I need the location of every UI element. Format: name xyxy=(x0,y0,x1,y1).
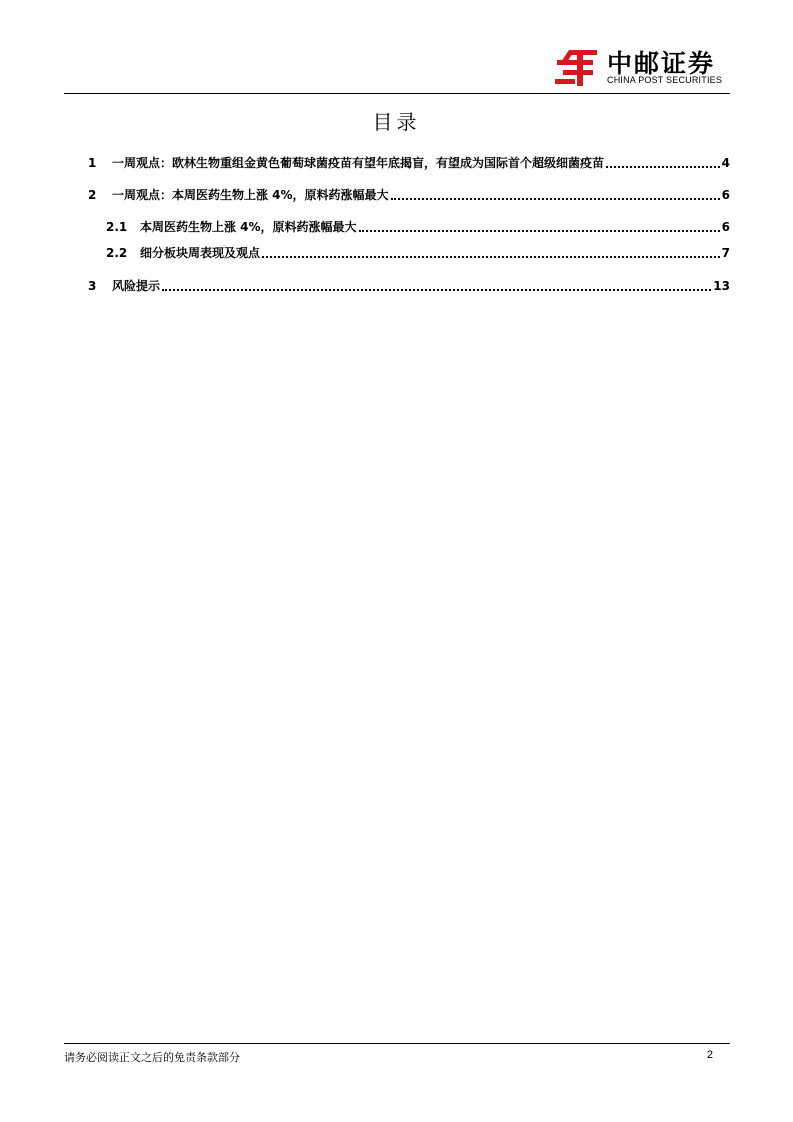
toc-entry-number: 2.2 xyxy=(106,246,128,260)
toc-entry-page: 7 xyxy=(721,246,730,260)
china-post-logo-icon xyxy=(555,48,599,88)
toc-entry-number: 1 xyxy=(88,156,97,170)
toc-entry-page: 13 xyxy=(713,279,730,293)
toc-entry-page: 6 xyxy=(721,188,730,202)
toc-entry-2[interactable] xyxy=(88,186,730,203)
page-number: 2 xyxy=(706,1049,713,1061)
logo-chinese-name: 中邮证券 xyxy=(607,49,716,78)
toc-entry-2-2[interactable] xyxy=(106,244,730,261)
toc-entry-2-1[interactable] xyxy=(106,218,730,235)
toc-entry-number: 3 xyxy=(88,279,97,293)
footer-divider xyxy=(64,1043,730,1044)
toc-entry-number: 2.1 xyxy=(106,220,128,234)
company-logo xyxy=(555,44,730,92)
toc-entry-number: 2 xyxy=(88,188,97,202)
toc-leader-dots xyxy=(359,230,720,232)
toc-title: 目录 xyxy=(372,110,421,134)
toc-leader-dots xyxy=(162,289,711,291)
disclaimer-note: 请务必阅读正文之后的免责条款部分 xyxy=(64,1051,240,1064)
toc-leader-dots xyxy=(606,166,720,168)
toc-entry-page: 4 xyxy=(721,156,730,170)
header-divider xyxy=(64,93,730,94)
toc-entry-text: 本周医药生物上涨 4%，原料药涨幅最大 xyxy=(140,220,357,234)
logo-english-name: CHINA POST SECURITIES xyxy=(607,75,723,85)
toc-leader-dots xyxy=(262,256,720,258)
toc-entry-text: 一周观点：本周医药生物上涨 4%，原料药涨幅最大 xyxy=(112,188,389,202)
toc-entry-text: 风险提示 xyxy=(112,279,161,293)
toc-leader-dots xyxy=(391,198,720,200)
toc-entry-text: 细分板块周表现及观点 xyxy=(140,246,261,260)
toc-entry-1[interactable] xyxy=(88,154,730,171)
toc-entry-page: 6 xyxy=(721,220,730,234)
toc-entry-3[interactable] xyxy=(88,277,730,294)
toc-entry-text: 一周观点：欧林生物重组金黄色葡萄球菌疫苗有望年底揭盲，有望成为国际首个超级细菌疫苗 xyxy=(112,156,605,170)
